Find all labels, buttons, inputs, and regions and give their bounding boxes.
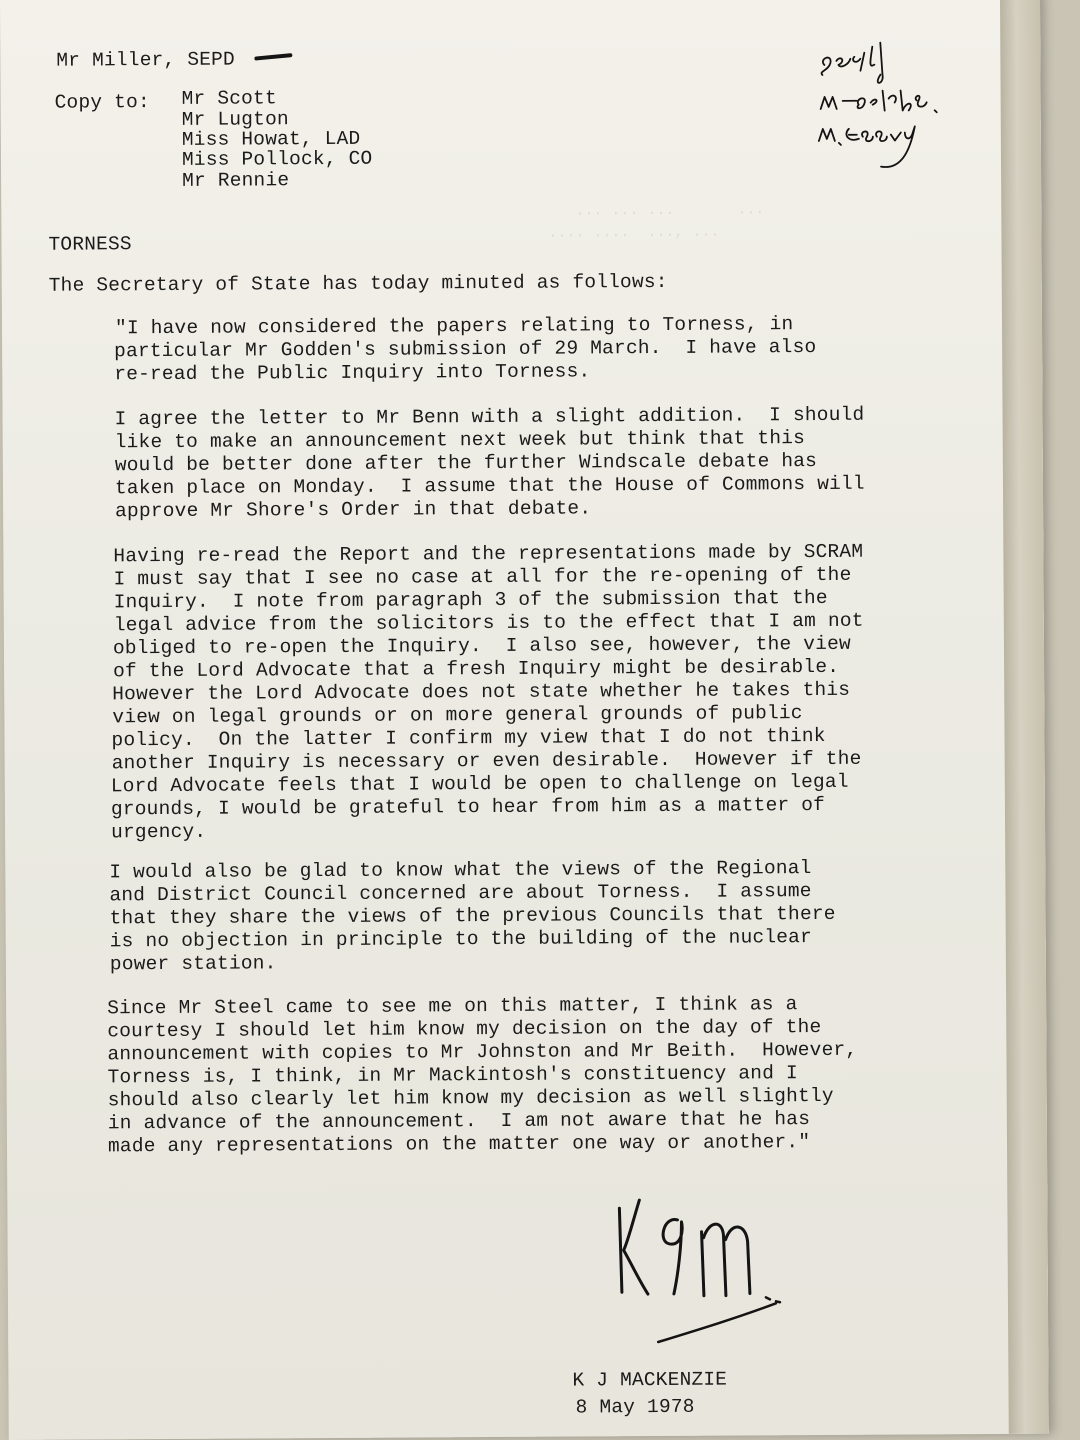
body-line: like to make an announcement next week but think that this	[114, 427, 806, 454]
body-line: and District Council concerned are about Torness. I assume	[109, 880, 812, 907]
body-line: Lord Advocate feels that I would be open to challenge on legal	[110, 770, 849, 798]
annotation-text: Secretary	[810, 31, 816, 33]
handwritten-signature	[597, 1185, 798, 1356]
body-line: Torness is, I think, in Mr Mackintosh's constituency and I	[107, 1062, 798, 1089]
body-line: made any representations on the matter one way or another."	[107, 1131, 811, 1158]
body-line: Since Mr Steel came to see me on this matter, I think as a	[107, 993, 798, 1020]
body-line: Inquiry. I note from paragraph 3 of the submission that the	[113, 586, 828, 614]
body-line: I would also be glad to know what the views of the Regional	[109, 857, 812, 884]
body-line: announcement with copies to Mr Johnston and Mr Beith. However,	[107, 1038, 858, 1066]
body-line: I must say that I see no case at all for the re-opening of the	[113, 563, 852, 591]
show-through-text: ... ... ... ... .... .... ..., ...	[520, 158, 765, 264]
body-line: Having re-read the Report and the representations made by SCRAM	[113, 540, 864, 568]
body-line: that they share the views of the previous Councils that there	[109, 902, 836, 930]
body-line: particular Mr Godden's submission of 29 March. I have also	[114, 336, 817, 363]
body-line: view on legal grounds or on more general grounds of public	[112, 702, 803, 729]
body-line: legal advice from the solicitors is to the effect that I am not	[113, 609, 864, 637]
body-line: approve Mr Shore's Order in that debate.	[115, 497, 592, 523]
handwritten-annotation	[810, 30, 961, 181]
copy-to-label: Copy to:	[54, 91, 150, 114]
body-line: grounds, I would be grateful to hear from him as a matter of	[110, 793, 826, 821]
body-line: However the Lord Advocate does not state whether he takes this	[112, 678, 851, 706]
body-line: courtesy I should let him know my decision on the day of the	[107, 1016, 822, 1043]
memo-recipient: Mr Miller, SEPD	[56, 48, 235, 72]
body-line: is no objection in principle to the building of the nuclear	[109, 926, 813, 953]
body-line: urgency.	[111, 820, 207, 844]
memo-date: 8 May 1978	[575, 1395, 695, 1419]
copy-recipient: Mr Scott	[181, 87, 277, 110]
body-line: re-read the Public Inquiry into Torness.	[114, 360, 591, 386]
body-line: in advance of the announcement. I am not aware that he has	[107, 1108, 811, 1135]
memo-intro: The Secretary of State has today minuted as follows:	[48, 270, 668, 297]
body-line: power station.	[109, 952, 277, 976]
signature-initials: KJM	[597, 1186, 600, 1188]
body-line: I agree the letter to Mr Benn with a slight addition. I should	[114, 403, 865, 431]
copy-recipient: Mr Lugton	[181, 108, 289, 131]
body-line: obliged to re-open the Inquiry. I also see, however, the view	[112, 632, 851, 660]
copy-recipient: Mr Rennie	[182, 169, 290, 192]
body-line: policy. On the latter I confirm my view that I do not think	[111, 724, 826, 752]
page-edge	[1000, 0, 1049, 1434]
body-line: would be better done after the further Windscale debate has	[114, 450, 818, 477]
pen-dash-mark	[254, 50, 294, 64]
memo-subject: TORNESS	[48, 233, 132, 256]
copy-recipient: Miss Howat, LAD	[181, 127, 361, 151]
body-line: taken place on Monday. I assume that the House of Commons will	[114, 472, 865, 500]
copy-recipient: Miss Pollock, CO	[181, 147, 373, 171]
signatory-name: K J MACKENZIE	[572, 1368, 728, 1392]
body-line: another Inquiry is necessary or even desirable. However if the	[111, 747, 862, 775]
body-line: should also clearly let him know my decision as well slightly	[107, 1084, 834, 1112]
body-line: "I have now considered the papers relating to Torness, in	[114, 313, 794, 340]
body-line: of the Lord Advocate that a fresh Inquiry might be desirable.	[113, 655, 840, 683]
